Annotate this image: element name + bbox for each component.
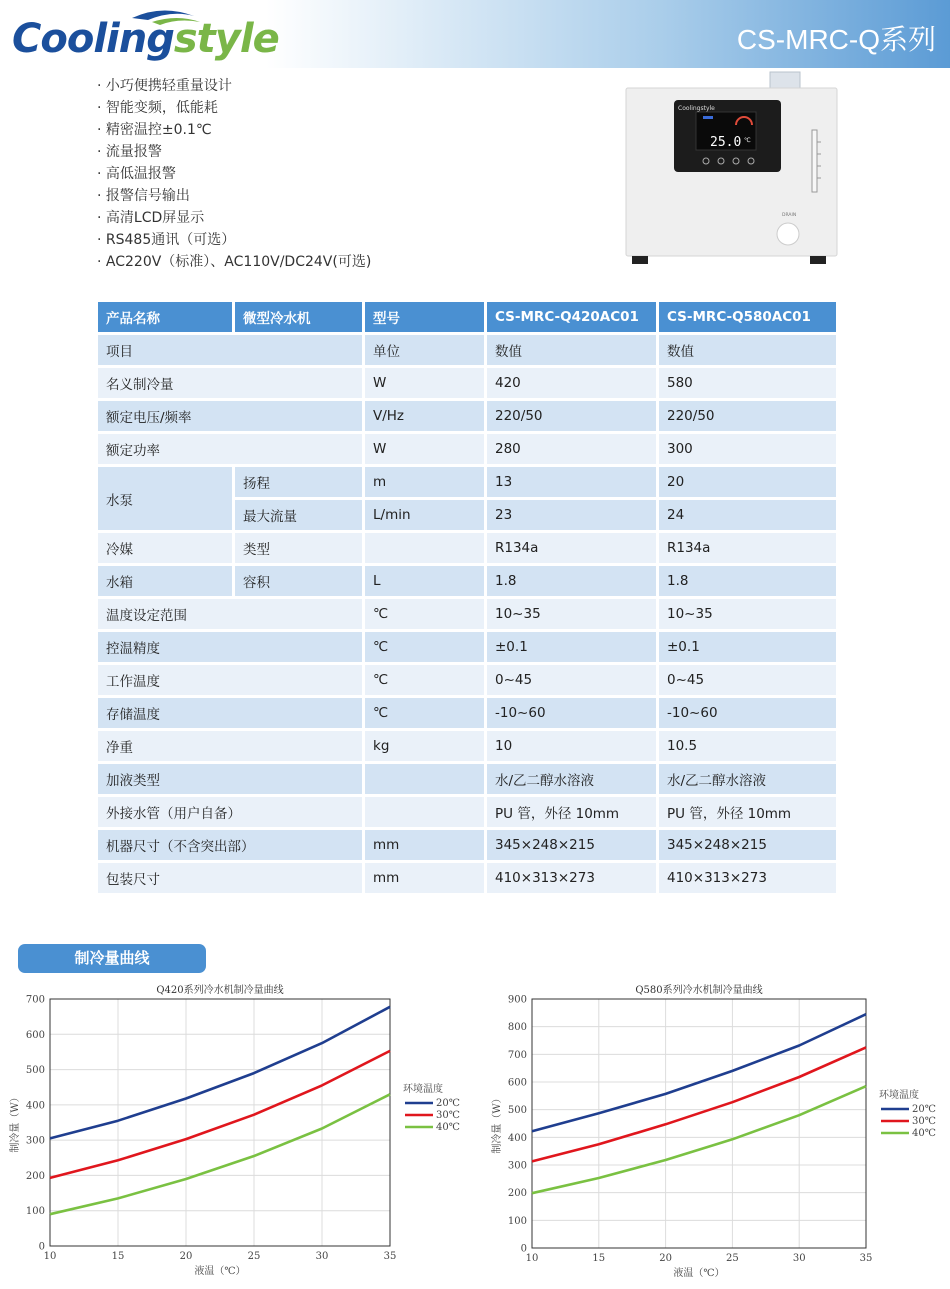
row-unit: ℃ xyxy=(365,599,487,629)
table-row xyxy=(98,665,836,695)
legend-title: 环境温度 xyxy=(879,1090,919,1101)
legend-entry: 30℃ xyxy=(912,1116,936,1127)
x-axis-label: 液温（℃） xyxy=(194,1266,246,1277)
row-item: 工作温度 xyxy=(98,665,365,695)
y-tick-label: 100 xyxy=(507,1215,527,1227)
row-sub-item: 容积 xyxy=(235,566,365,596)
legend-entry: 20℃ xyxy=(912,1104,936,1115)
row-value-q580: 10~35 xyxy=(659,599,836,629)
brand-name-cooling: Cooling xyxy=(12,16,174,62)
row-unit: L xyxy=(365,566,487,596)
feature-item: · 精密温控±0.1℃ xyxy=(97,122,212,138)
x-tick-label: 35 xyxy=(383,1251,397,1262)
x-tick-label: 35 xyxy=(859,1253,873,1264)
row-sub-item: 最大流量 xyxy=(235,500,365,530)
row-value-q420: 23 xyxy=(487,500,659,530)
row-value-q580: 24 xyxy=(659,500,836,530)
chart-title: Q420系列冷水机制冷量曲线 xyxy=(156,985,284,996)
row-value-q420: 0~45 xyxy=(487,665,659,695)
feature-list xyxy=(97,75,371,273)
row-item: 冷媒 xyxy=(98,533,235,563)
y-tick-label: 300 xyxy=(25,1135,45,1147)
legend-title: 环境温度 xyxy=(403,1084,443,1095)
y-tick-label: 900 xyxy=(507,994,527,1006)
table-header-row xyxy=(98,302,836,332)
chart-q420-svg xyxy=(0,980,475,1280)
feature-item: · AC220V（标准）、AC110V/DC24V(可选) xyxy=(97,254,372,270)
table-header-cell: CS-MRC-Q580AC01 xyxy=(659,302,836,332)
row-unit: 单位 xyxy=(365,335,487,365)
row-value-q580: 300 xyxy=(659,434,836,464)
feature-item: · 高清LCD屏显示 xyxy=(97,210,205,226)
row-item: 项目 xyxy=(98,335,365,365)
row-item: 温度设定范围 xyxy=(98,599,365,629)
table-header-cell: 产品名称 xyxy=(98,302,235,332)
table-row xyxy=(98,632,836,662)
y-axis-label: 制冷量（W） xyxy=(492,1093,503,1154)
row-value-q420: 13 xyxy=(487,467,659,497)
table-header-cell: CS-MRC-Q420AC01 xyxy=(487,302,659,332)
row-value-q580: 580 xyxy=(659,368,836,398)
row-item: 加液类型 xyxy=(98,764,365,794)
display-temperature: 25.0 xyxy=(710,135,742,150)
row-value-q420: 420 xyxy=(487,368,659,398)
table-row xyxy=(98,368,836,398)
row-unit: kg xyxy=(365,731,487,761)
drain-knob-icon xyxy=(777,223,799,245)
row-value-q580: R134a xyxy=(659,533,836,563)
feature-item: · 小巧便携轻重量设计 xyxy=(97,78,232,94)
row-value-q580: 345×248×215 xyxy=(659,830,836,860)
y-tick-label: 600 xyxy=(507,1077,527,1089)
row-item: 净重 xyxy=(98,731,365,761)
feature-item: · RS485通讯（可选） xyxy=(97,232,236,248)
table-row xyxy=(98,599,836,629)
legend-entry: 40℃ xyxy=(912,1128,936,1139)
row-item: 包装尺寸 xyxy=(98,863,365,893)
feature-item: · 高低温报警 xyxy=(97,166,176,182)
legend-entry: 20℃ xyxy=(436,1098,460,1109)
x-tick-label: 20 xyxy=(179,1251,193,1262)
row-value-q420: R134a xyxy=(487,533,659,563)
display-unit: ℃ xyxy=(744,137,751,144)
row-value-q580: 1.8 xyxy=(659,566,836,596)
row-unit: ℃ xyxy=(365,698,487,728)
y-tick-label: 800 xyxy=(507,1022,527,1034)
chart-q420 xyxy=(0,980,475,1280)
y-axis-label: 制冷量（W） xyxy=(10,1092,21,1153)
x-tick-label: 25 xyxy=(726,1253,739,1264)
row-value-q420: 220/50 xyxy=(487,401,659,431)
row-value-q420: 1.8 xyxy=(487,566,659,596)
chart-q580 xyxy=(480,980,950,1280)
table-row xyxy=(98,467,836,497)
y-tick-label: 700 xyxy=(507,1049,527,1061)
chart-q580-svg xyxy=(480,980,950,1280)
row-value-q580: 220/50 xyxy=(659,401,836,431)
row-item: 水泵 xyxy=(98,467,235,530)
y-tick-label: 100 xyxy=(25,1206,45,1218)
row-value-q420: 水/乙二醇水溶液 xyxy=(487,764,659,794)
x-tick-label: 30 xyxy=(792,1253,806,1264)
row-item: 机器尺寸（不含突出部） xyxy=(98,830,365,860)
row-value-q420: 345×248×215 xyxy=(487,830,659,860)
y-tick-label: 700 xyxy=(25,994,45,1006)
x-tick-label: 25 xyxy=(247,1251,261,1262)
row-item: 额定电压/频率 xyxy=(98,401,365,431)
row-value-q580: PU 管，外径 10mm xyxy=(659,797,836,827)
row-value-q420: 10 xyxy=(487,731,659,761)
table-row xyxy=(98,533,836,563)
row-value-q580: 水/乙二醇水溶液 xyxy=(659,764,836,794)
row-value-q580: 数值 xyxy=(659,335,836,365)
row-value-q420: ±0.1 xyxy=(487,632,659,662)
x-axis-label: 液温（℃） xyxy=(673,1268,725,1279)
table-header-cell: 型号 xyxy=(365,302,487,332)
table-row xyxy=(98,830,836,860)
row-value-q420: 410×313×273 xyxy=(487,863,659,893)
legend-entry: 40℃ xyxy=(436,1122,460,1133)
row-value-q420: 10~35 xyxy=(487,599,659,629)
row-value-q580: 0~45 xyxy=(659,665,836,695)
header-banner xyxy=(0,0,950,68)
table-header-cell: 微型冷水机 xyxy=(235,302,365,332)
row-unit: W xyxy=(365,434,487,464)
brand-name-style: style xyxy=(173,16,279,62)
row-value-q420: -10~60 xyxy=(487,698,659,728)
chart-title: Q580系列冷水机制冷量曲线 xyxy=(635,985,763,996)
y-tick-label: 400 xyxy=(25,1100,45,1112)
y-tick-label: 200 xyxy=(507,1188,527,1200)
x-tick-label: 10 xyxy=(525,1253,539,1264)
row-unit: mm xyxy=(365,830,487,860)
y-tick-label: 0 xyxy=(38,1241,45,1253)
row-value-q420: 280 xyxy=(487,434,659,464)
y-tick-label: 200 xyxy=(25,1170,45,1182)
row-unit xyxy=(365,764,487,794)
row-unit: ℃ xyxy=(365,632,487,662)
row-item: 名义制冷量 xyxy=(98,368,365,398)
product-image xyxy=(624,70,839,270)
y-tick-label: 500 xyxy=(507,1105,527,1117)
row-unit: ℃ xyxy=(365,665,487,695)
y-tick-label: 400 xyxy=(507,1132,527,1144)
y-tick-label: 500 xyxy=(25,1065,45,1077)
row-item: 外接水管（用户自备） xyxy=(98,797,365,827)
row-value-q580: 410×313×273 xyxy=(659,863,836,893)
row-sub-item: 类型 xyxy=(235,533,365,563)
legend-entry: 30℃ xyxy=(436,1110,460,1121)
row-value-q420: 数值 xyxy=(487,335,659,365)
table-row xyxy=(98,335,836,365)
y-tick-label: 600 xyxy=(25,1029,45,1041)
x-tick-label: 15 xyxy=(111,1251,125,1262)
row-item: 存储温度 xyxy=(98,698,365,728)
series-title: CS-MRC-Q系列 xyxy=(736,24,936,55)
y-tick-label: 0 xyxy=(520,1243,527,1255)
row-item: 水箱 xyxy=(98,566,235,596)
x-tick-label: 15 xyxy=(592,1253,606,1264)
x-tick-label: 20 xyxy=(659,1253,672,1264)
x-tick-label: 30 xyxy=(315,1251,329,1262)
table-row xyxy=(98,698,836,728)
row-value-q580: -10~60 xyxy=(659,698,836,728)
row-unit xyxy=(365,797,487,827)
row-unit: L/min xyxy=(365,500,487,530)
brand-name xyxy=(12,16,279,62)
row-value-q420: PU 管，外径 10mm xyxy=(487,797,659,827)
spec-table xyxy=(98,299,836,896)
x-tick-label: 10 xyxy=(43,1251,57,1262)
row-unit: m xyxy=(365,467,487,497)
table-row xyxy=(98,764,836,794)
row-sub-item: 扬程 xyxy=(235,467,365,497)
row-value-q580: 20 xyxy=(659,467,836,497)
row-item: 控温精度 xyxy=(98,632,365,662)
row-unit: V/Hz xyxy=(365,401,487,431)
section-title-tab: 制冷量曲线 xyxy=(18,944,206,973)
row-unit xyxy=(365,533,487,563)
table-row xyxy=(98,566,836,596)
drain-label: DRAIN xyxy=(782,213,797,218)
row-unit: W xyxy=(365,368,487,398)
device-brand: Coolingstyle xyxy=(678,105,715,112)
table-row xyxy=(98,863,836,893)
table-row xyxy=(98,401,836,431)
y-tick-label: 300 xyxy=(507,1160,527,1172)
feature-item: · 报警信号输出 xyxy=(97,188,190,204)
row-item: 额定功率 xyxy=(98,434,365,464)
feature-item: · 流量报警 xyxy=(97,144,162,160)
row-value-q580: ±0.1 xyxy=(659,632,836,662)
plot-frame xyxy=(50,999,390,1246)
table-row xyxy=(98,434,836,464)
table-row xyxy=(98,731,836,761)
row-value-q580: 10.5 xyxy=(659,731,836,761)
table-row xyxy=(98,797,836,827)
row-unit: mm xyxy=(365,863,487,893)
feature-item: · 智能变频，低能耗 xyxy=(97,100,218,116)
